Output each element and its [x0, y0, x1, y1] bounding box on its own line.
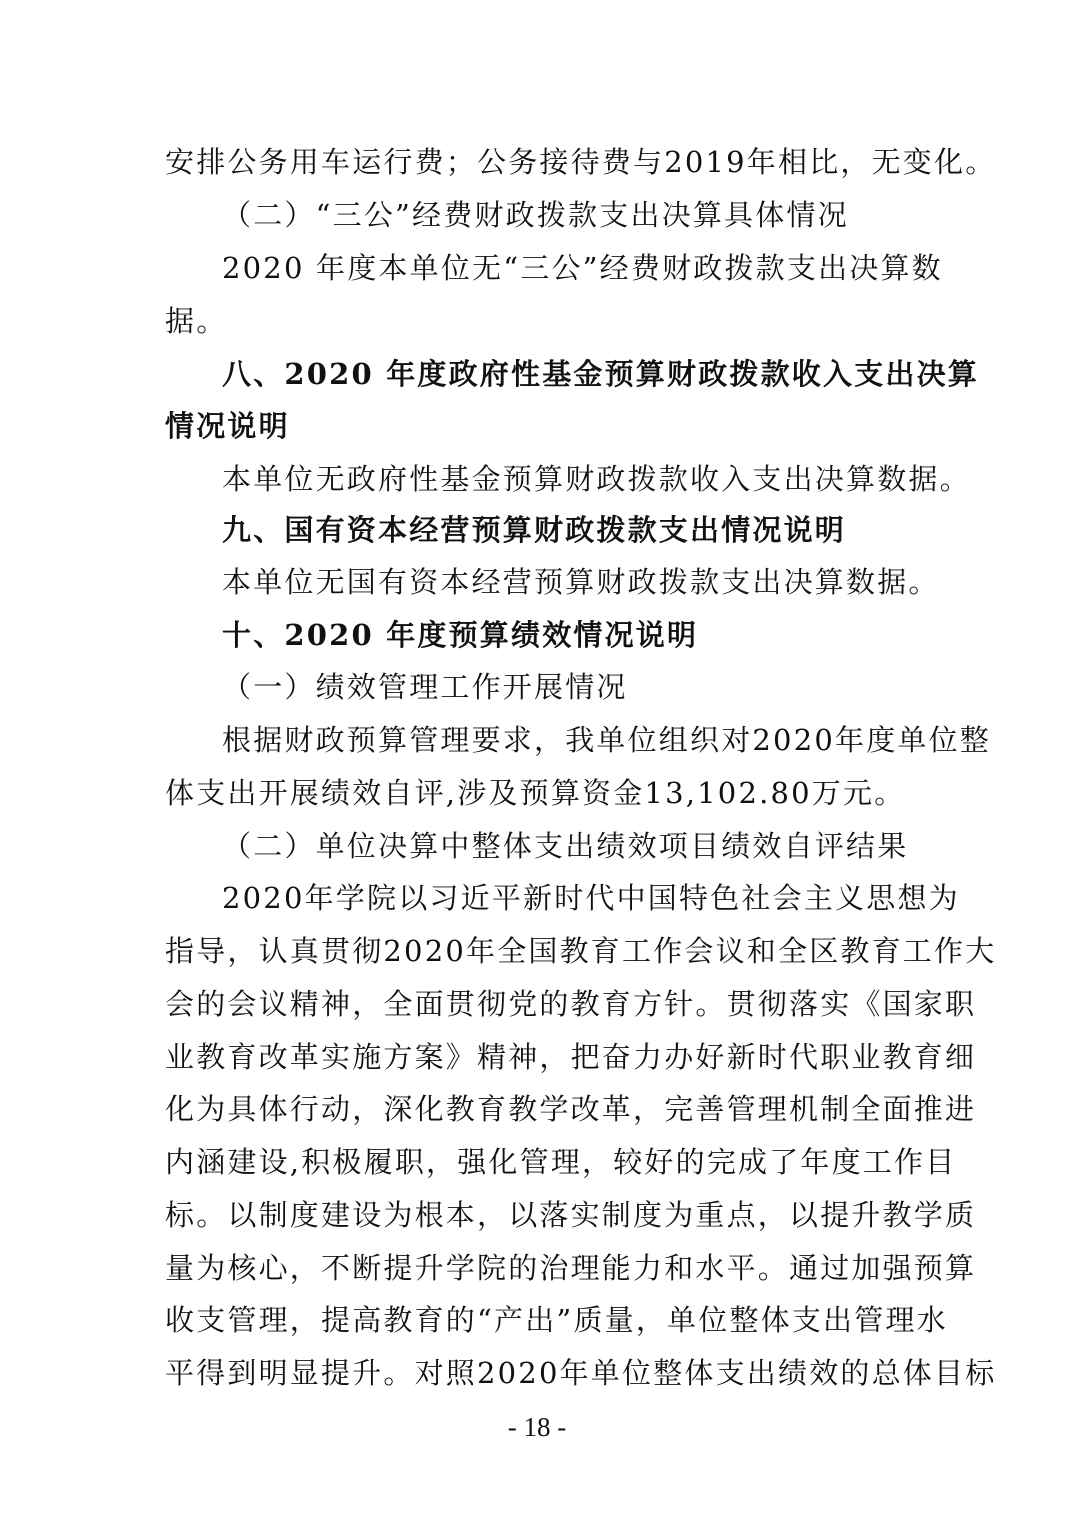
body-text-line: 收支管理，提高教育的“产出”质量，单位整体支出管理水 [165, 1303, 948, 1337]
body-text-line: 2020 年度本单位无“三公”经费财政拨款支出决算数 [222, 251, 943, 285]
body-text-line: 安排公务用车运行费；公务接待费与2019年相比，无变化。 [165, 145, 997, 179]
section-heading: 八、2020 年度政府性基金预算财政拨款收入支出决算 [222, 357, 980, 391]
body-text-line: 内涵建设,积极履职，强化管理，较好的完成了年度工作目 [165, 1145, 957, 1179]
body-text-line: 体支出开展绩效自评,涉及预算资金13,102.80万元。 [165, 776, 906, 810]
body-text-line: 据。 [165, 304, 228, 338]
body-text-line: 平得到明显提升。对照2020年单位整体支出绩效的总体目标 [165, 1356, 997, 1390]
body-text-line: 指导，认真贯彻2020年全国教育工作会议和全区教育工作大 [165, 934, 997, 968]
subsection-heading: （二）“三公”经费财政拨款支出决算具体情况 [222, 198, 849, 232]
section-heading: 十、2020 年度预算绩效情况说明 [222, 618, 699, 652]
section-heading: 九、国有资本经营预算财政拨款支出情况说明 [222, 513, 847, 547]
subsection-heading: （二）单位决算中整体支出绩效项目绩效自评结果 [222, 829, 909, 863]
page-number: - 18 - [507, 1412, 567, 1442]
body-text-line: 本单位无政府性基金预算财政拨款收入支出决算数据。 [222, 462, 971, 496]
body-text-line: 会的会议精神，全面贯彻党的教育方针。贯彻落实《国家职 [165, 987, 977, 1021]
section-heading: 情况说明 [165, 409, 290, 443]
body-text-line: 化为具体行动，深化教育教学改革，完善管理机制全面推进 [165, 1092, 977, 1126]
body-text-line: 标。以制度建设为根本，以落实制度为重点，以提升教学质 [165, 1198, 977, 1232]
body-text-line: 根据财政预算管理要求，我单位组织对2020年度单位整 [222, 723, 992, 757]
subsection-heading: （一）绩效管理工作开展情况 [222, 670, 628, 704]
body-text-line: 2020年学院以习近平新时代中国特色社会主义思想为 [222, 881, 960, 915]
body-text-line: 量为核心，不断提升学院的治理能力和水平。通过加强预算 [165, 1251, 977, 1285]
body-text-line: 本单位无国有资本经营预算财政拨款支出决算数据。 [222, 565, 940, 599]
body-text-line: 业教育改革实施方案》精神，把奋力办好新时代职业教育细 [165, 1040, 977, 1074]
